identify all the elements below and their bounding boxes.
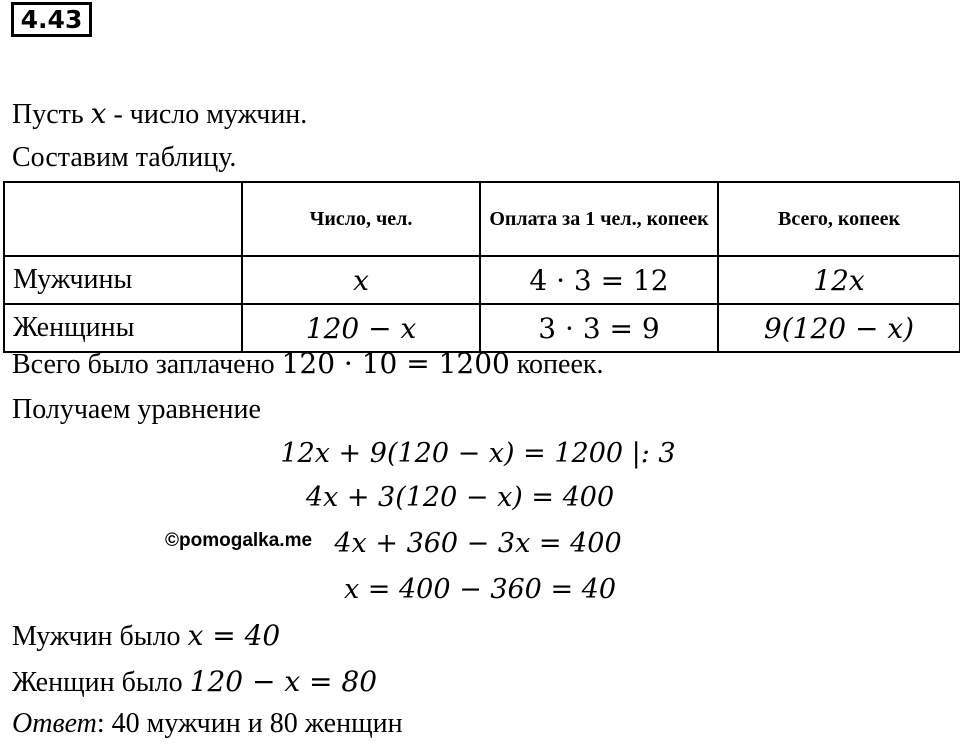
data-table	[3, 181, 960, 353]
problem-number: 4.43	[11, 2, 92, 37]
women-conclusion	[12, 666, 377, 699]
intro-let-line	[12, 98, 307, 131]
table-cell: x	[242, 256, 480, 304]
table-cell: 9(120 − x)	[718, 304, 960, 352]
watermark: ©pomogalka.me	[165, 530, 313, 551]
equation-line: 4x + 360 − 3x = 400	[334, 528, 622, 559]
table-header-row	[4, 182, 960, 256]
total-line	[12, 348, 604, 381]
header-cell-pay: Оплата за 1 чел., копеек	[480, 182, 718, 256]
total-expression: 120 · 10 = 1200	[281, 347, 510, 380]
header-cell-empty	[4, 182, 242, 256]
table-cell: 4 · 3 = 12	[480, 256, 718, 304]
let-variable: x	[90, 97, 107, 130]
row-label: Женщины	[4, 304, 242, 352]
answer-text: : 40 мужчин и 80 женщин	[96, 708, 403, 739]
row-label: Мужчины	[4, 256, 242, 304]
table-intro: Составим таблицу.	[12, 142, 237, 173]
equation-line: 12x + 9(120 − x) = 1200 |: 3	[280, 438, 676, 469]
equation-line: x = 400 − 360 = 40	[343, 574, 617, 605]
total-prefix: Всего было заплачено	[12, 349, 282, 380]
table-row	[4, 256, 960, 304]
women-expression: 120 − x = 80	[189, 665, 378, 698]
let-prefix: Пусть	[12, 99, 91, 130]
header-cell-count: Число, чел.	[242, 182, 480, 256]
men-expression: x = 40	[187, 619, 281, 652]
men-conclusion	[12, 620, 280, 653]
answer-line	[12, 708, 403, 740]
table-cell: 120 − x	[242, 304, 480, 352]
equation-line: 4x + 3(120 − x) = 400	[305, 482, 615, 513]
header-cell-total: Всего, копеек	[718, 182, 960, 256]
total-suffix: копеек.	[509, 349, 604, 380]
women-prefix: Женщин было	[12, 667, 190, 698]
let-suffix: - число мужчин.	[106, 99, 308, 130]
table-row	[4, 304, 960, 352]
men-prefix: Мужчин было	[12, 621, 188, 652]
table-cell: 3 · 3 = 9	[480, 304, 718, 352]
equation-intro: Получаем уравнение	[12, 394, 261, 425]
table-cell: 12x	[718, 256, 960, 304]
answer-label: Ответ	[12, 708, 97, 739]
